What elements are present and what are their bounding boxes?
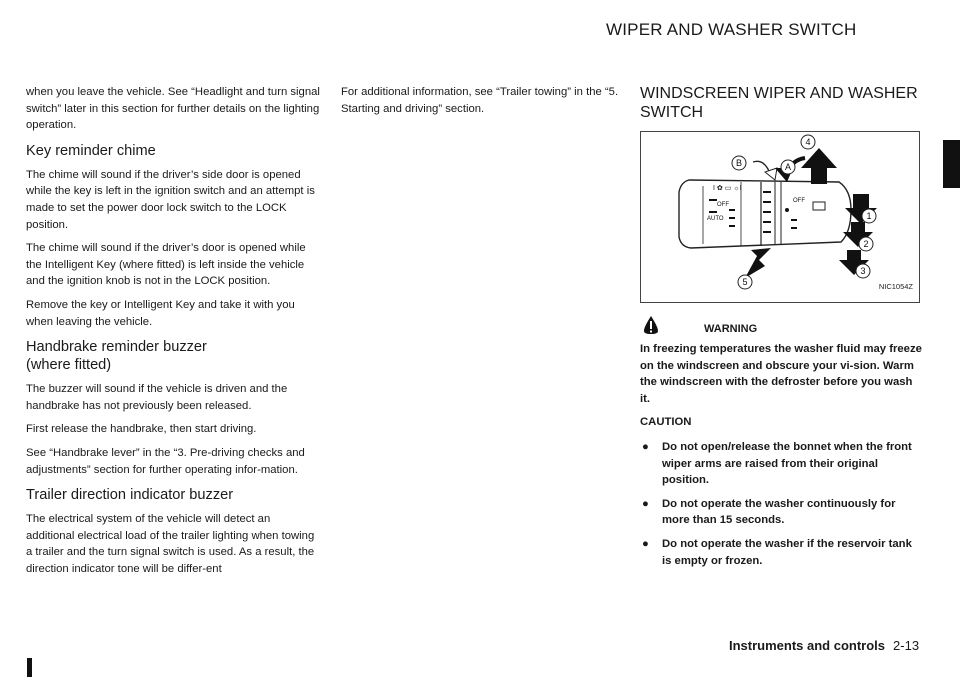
caution-text-1: Do not open/release the bonnet when the front wiper arms are raised from their original position. bbox=[662, 440, 912, 487]
key-chime-p1: The chime will sound if the driver’s side door is opened while the key is left in the ignition switch and an attempt is made to set the power door lock switch to the LOCK position. bbox=[26, 168, 315, 231]
callout-a: A bbox=[784, 162, 792, 172]
wiper-heading-line1: WINDSCREEN WIPER AND WASHER bbox=[640, 85, 918, 102]
switch-label-auto: AUTO bbox=[707, 216, 724, 222]
handbrake-p1: The buzzer will sound if the vehicle is driven and the handbrake has not previously been released. bbox=[26, 383, 288, 412]
thumb-tab bbox=[943, 140, 960, 188]
switch-label-off-2: OFF bbox=[793, 198, 805, 204]
caution-list bbox=[640, 439, 922, 569]
bullet-icon: ● bbox=[642, 537, 649, 550]
callout-5: 5 bbox=[742, 277, 748, 287]
handbrake-p2: First release the handbrake, then start driving. bbox=[26, 423, 257, 436]
callout-4: 4 bbox=[805, 137, 811, 147]
caution-text-3: Do not operate the washer if the reservoir tank is empty or frozen. bbox=[662, 537, 912, 567]
footer-section: Instruments and controls bbox=[729, 638, 886, 653]
trailer-towing-reference: For additional information, see “Trailer towing” in the “5. Starting and driving” section. bbox=[341, 86, 619, 115]
warning-row bbox=[640, 315, 922, 337]
trailer-heading: Trailer direction indicator buzzer bbox=[26, 487, 234, 504]
switch-label-off-1: OFF bbox=[717, 202, 729, 208]
key-chime-heading: Key reminder chime bbox=[26, 142, 156, 159]
caution-item bbox=[640, 496, 922, 529]
key-chime-p3: Remove the key or Intelligent Key and take it with you when leaving the vehicle. bbox=[26, 298, 295, 328]
callout-3: 3 bbox=[860, 266, 866, 276]
handbrake-p3: See “Handbrake lever” in the “3. Pre-driving checks and adjustments” section for further operating infor-mation. bbox=[26, 446, 305, 476]
callout-1: 1 bbox=[866, 211, 872, 221]
column-middle bbox=[341, 84, 624, 124]
caution-item bbox=[640, 439, 922, 489]
page-footer bbox=[729, 638, 919, 653]
warning-label: WARNING bbox=[704, 323, 758, 335]
svg-text:I ✿ ▭ ☼I: I ✿ ▭ ☼I bbox=[713, 185, 742, 192]
caution-item bbox=[640, 536, 922, 569]
trailer-p1: The electrical system of the vehicle will detect an additional electrical load of the trailer lighting when towing a trailer and the turn signal switch is used. As a result, the direction indicator tone will be differ-ent bbox=[26, 513, 315, 575]
caution-label: CAUTION bbox=[640, 416, 692, 429]
warning-text: In freezing temperatures the washer fluid may freeze on the windscreen and obscure your vi-sion. Warm the windscreen with the defroster before you wash it. bbox=[640, 343, 922, 405]
wiper-section-heading bbox=[640, 84, 922, 122]
column-left bbox=[26, 84, 321, 584]
callout-2: 2 bbox=[863, 239, 869, 249]
figure-code: NIC1054Z bbox=[878, 282, 913, 292]
callout-b: B bbox=[735, 158, 743, 168]
corner-mark bbox=[27, 658, 32, 677]
key-chime-p2: The chime will sound if the driver’s door is opened while the Intelligent Key (where fitted) is left inside the vehicle and the ignition knob is not in the LOCK position. bbox=[26, 242, 306, 288]
handbrake-heading bbox=[26, 338, 321, 374]
section-header: WIPER AND WASHER SWITCH bbox=[606, 20, 857, 39]
bullet-icon: ● bbox=[642, 497, 649, 510]
wiper-heading-line2: SWITCH bbox=[640, 104, 704, 121]
page-number: 2-13 bbox=[893, 638, 920, 653]
caution-text-2: Do not operate the washer continuously for more than 15 seconds. bbox=[662, 497, 896, 527]
intro-paragraph: when you leave the vehicle. See “Headlight and turn signal switch” later in this section for further details on the lighting operation. bbox=[26, 86, 320, 132]
wiper-switch-illustration bbox=[641, 132, 919, 302]
wiper-switch-figure bbox=[640, 131, 920, 303]
handbrake-heading-line2: (where fitted) bbox=[26, 357, 112, 374]
handbrake-heading-line1: Handbrake reminder buzzer bbox=[26, 339, 207, 356]
bullet-icon: ● bbox=[642, 440, 649, 453]
column-right bbox=[640, 84, 922, 576]
warning-icon bbox=[642, 315, 660, 335]
